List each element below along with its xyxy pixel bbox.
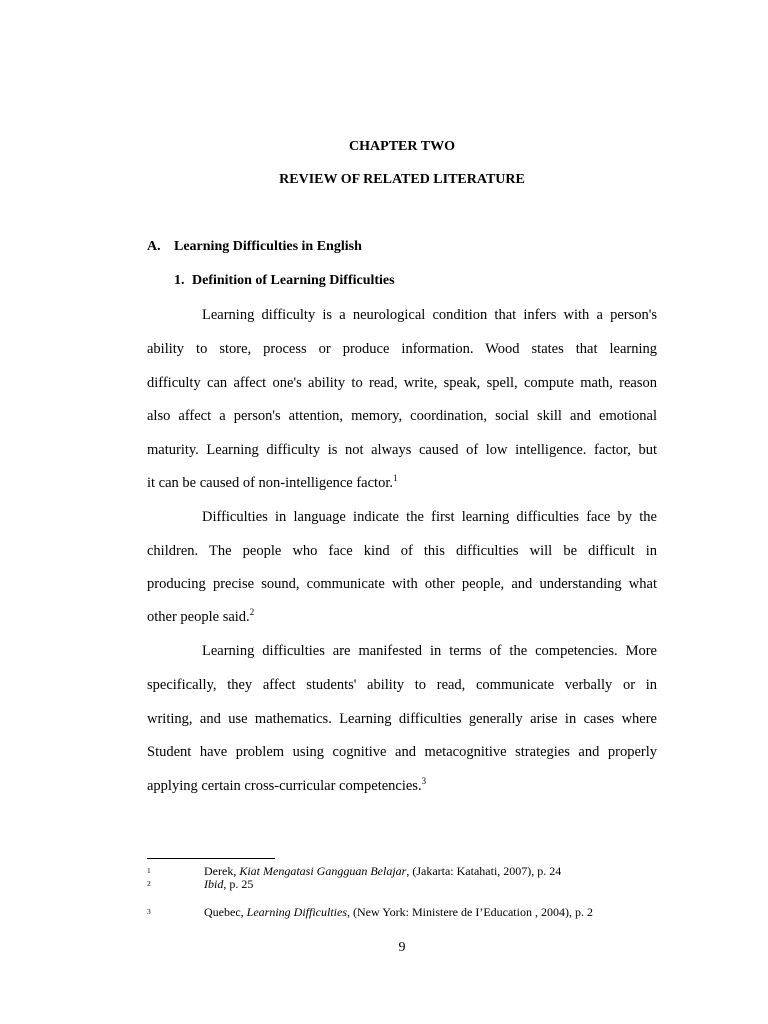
paragraph-1-last-line: it can be caused of non-intelligence factor.$^1$ xyxy=(147,473,398,491)
footnote-number: 2 xyxy=(147,879,151,888)
paragraph-1-line: also affect a person's attention, memory, coordination, social skill and emotional xyxy=(147,408,657,424)
paragraph-2-line: Difficulties in language indicate the first learning difficulties face by the xyxy=(202,509,657,525)
footnote-separator xyxy=(147,858,275,859)
footnote-ref: 3 xyxy=(421,776,427,786)
footnote-3: Quebec, Learning Difficulties, (New York: Ministere de I’Education , 2004), p. 2 xyxy=(204,905,593,919)
footnote-ref: 1 xyxy=(393,473,398,483)
paragraph-3-line: Student have problem using cognitive and metacognitive strategies and properly xyxy=(147,744,657,760)
footnote-number: 1 xyxy=(147,866,151,875)
paragraph-2-line: producing precise sound, communicate with other people, and understanding what xyxy=(147,576,657,592)
paragraph-1-line: ability to store, process or produce information. Wood states that learning xyxy=(147,341,657,357)
paragraph-1-line: difficulty can affect one's ability to read, write, speak, spell, compute math, reason xyxy=(147,375,657,391)
section-title: Learning Difficulties in English xyxy=(174,239,362,254)
paragraph-2-last-line: other people said.$^2$ xyxy=(147,607,255,625)
subsection-title: Definition of Learning Difficulties xyxy=(192,273,395,288)
footnote-2: Ibid, p. 25 xyxy=(204,877,254,891)
paragraph-1-line: Learning difficulty is a neurological condition that infers with a person's xyxy=(202,307,657,323)
chapter-subtitle: REVIEW OF RELATED LITERATURE xyxy=(279,172,525,187)
paragraph-3-line: writing, and use mathematics. Learning difficulties generally arise in cases where xyxy=(147,711,657,727)
footnote-ref: 2 xyxy=(249,607,255,617)
paragraph-2-line: children. The people who face kind of this difficulties will be difficult in xyxy=(147,543,657,559)
footnote-1: Derek, Kiat Mengatasi Gangguan Belajar, (Jakarta: Katahati, 2007), p. 24 xyxy=(204,864,562,878)
footnote-number: 3 xyxy=(147,907,151,916)
section-label: A. xyxy=(147,239,161,254)
paragraph-3-line: specifically, they affect students' ability to read, communicate verbally or in xyxy=(147,677,657,693)
paragraph-1-line: maturity. Learning difficulty is not always caused of low intelligence. factor, but xyxy=(147,442,657,458)
subsection-label: 1. xyxy=(174,273,185,288)
paragraph-3-last-line: applying certain cross-curricular competencies.$^3$ xyxy=(147,776,427,794)
chapter-title: CHAPTER TWO xyxy=(349,139,455,154)
paragraph-3-line: Learning difficulties are manifested in terms of the competencies. More xyxy=(202,643,657,659)
page-number: 9 xyxy=(398,940,406,955)
